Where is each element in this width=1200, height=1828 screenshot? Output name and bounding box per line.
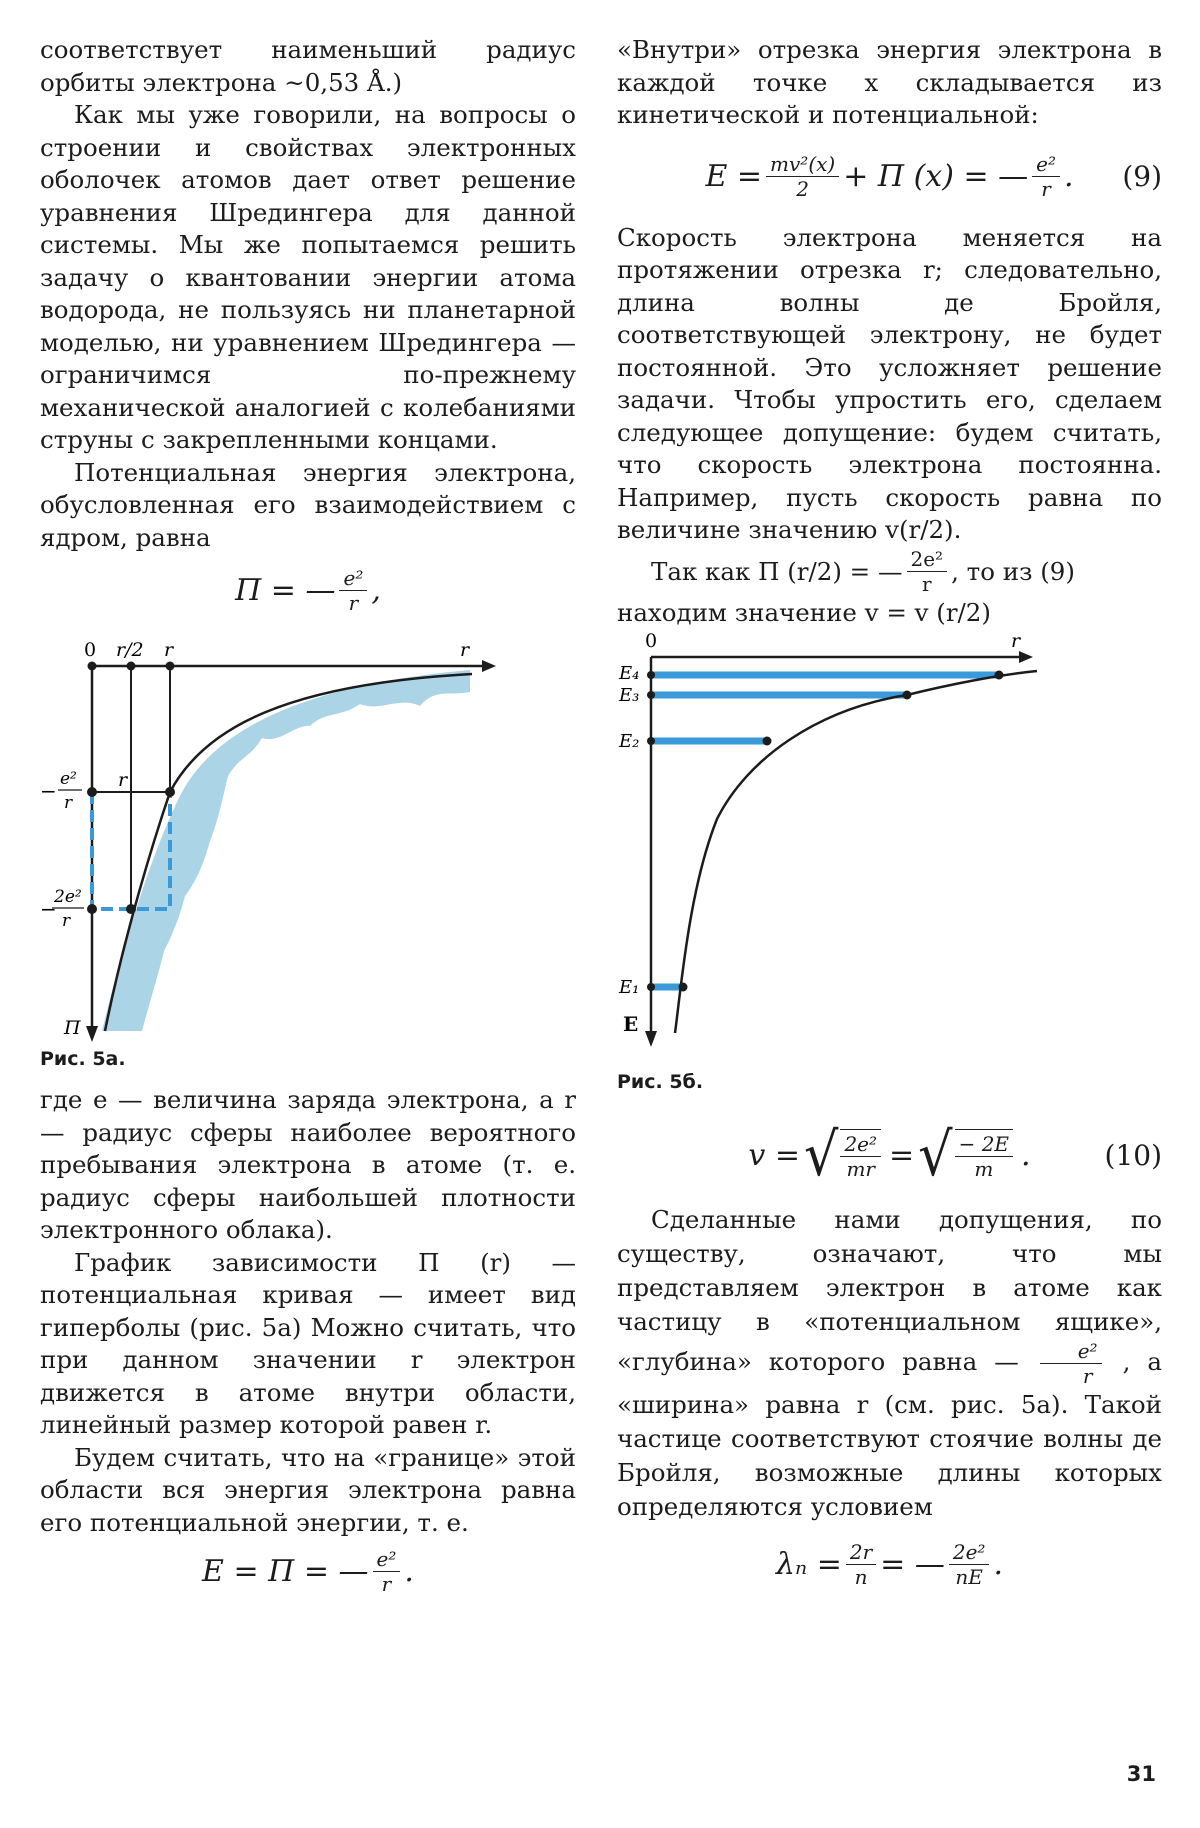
formula-middle: + П (x) = — (843, 159, 1029, 194)
dot (903, 691, 912, 700)
paragraph: График зависимости П (r) — потенциальная кривая — имеет вид гиперболы (рис. 5а) Можно считать, что при данном значении r электрон движется в атоме внутри области, линейный размер которой равен r. (40, 1247, 576, 1439)
arrow-icon (1019, 651, 1033, 663)
figure-5b (617, 629, 1162, 1069)
formula-lhs: П = — (235, 572, 336, 608)
fraction (955, 1129, 1013, 1181)
electron-cloud-region (102, 670, 470, 1031)
label-E2: E₂ (619, 731, 640, 752)
formula-inline-p3 (617, 547, 1162, 597)
arrow-icon (482, 660, 496, 672)
paragraph: соответствует наименьший радиус орбиты электрона ~0,53 Å.) (40, 35, 576, 97)
square-root (918, 1119, 1017, 1190)
paragraph: находим значение v = v (r/2) (617, 597, 991, 627)
left-column (40, 34, 576, 1603)
label-numerator: e² (60, 769, 77, 789)
paragraph: Как мы уже говорили, на вопросы о строении и свойствах электронных оболочек атомов дает ответ решение уравнения Шредингера для данной системы. Мы же попытаемся решить задачу о квантовании энергии атома водорода, не пользуясь ни планетарной моделью, ни уравнением Шредингера — ограничимся по-прежнему механической аналогией с колебаниями струны с закрепленными концами. (40, 100, 576, 454)
denominator: nE (955, 1564, 983, 1589)
numerator: e² (1040, 1339, 1102, 1364)
denominator: r (348, 590, 359, 615)
arrow-icon (645, 1031, 657, 1047)
formula-lhs: v = (748, 1137, 801, 1173)
denominator: r (1082, 1364, 1093, 1388)
formula-potential (40, 554, 576, 626)
fraction (373, 1547, 401, 1596)
dot (88, 662, 97, 671)
fraction (1040, 1339, 1102, 1388)
fraction (907, 547, 948, 596)
formula-tail: . (404, 1553, 414, 1589)
denominator: r (381, 1571, 392, 1596)
dot (647, 983, 655, 991)
label-p-axis: П (64, 1017, 81, 1039)
paragraph (617, 1203, 1162, 1524)
text-fragment: , а «ширина» равна r (см. рис. 5а). Такой частице соответствуют стоячие волны де Бройля, возможные длины которых определяются условием (617, 1347, 1162, 1521)
formula-lambda (617, 1524, 1162, 1604)
dot (87, 904, 97, 914)
numerator: mv²(x) (766, 152, 839, 177)
formula-energy (40, 1539, 576, 1603)
numerator: e² (1032, 152, 1060, 177)
dot (126, 904, 136, 914)
equals-sign: = (889, 1137, 915, 1173)
label-E1: E₁ (619, 977, 640, 998)
label-denominator: r (64, 793, 73, 813)
paragraph: где e — величина заряда электрона, а r — радиус сферы наиболее вероятного пребывания электрона в атоме (т. е. радиус сферы наибольшей плотности электронного облака). (40, 1085, 576, 1244)
fraction (846, 1540, 876, 1589)
equation-number: (9) (1122, 160, 1162, 193)
label-r-half: r/2 (116, 639, 144, 661)
denominator: n (854, 1564, 868, 1589)
numerator: e² (339, 566, 367, 591)
dot (127, 662, 136, 671)
formula-9 (617, 132, 1162, 222)
denominator: r (922, 572, 932, 596)
page-number: 31 (1126, 1762, 1156, 1786)
fraction (339, 566, 367, 615)
radical-icon: √ (918, 1119, 953, 1190)
fraction (766, 152, 839, 201)
text-fragment: , то из (9) (951, 557, 1075, 586)
paragraph: Скорость электрона меняется на протяжении отрезка r; следовательно, длина волны де Бройля, соответствующей электрону, не будет постоянной. Это усложняет решение задачи. Чтобы упростить его, сделаем следующее допущение: будем считать, что скорость электрона постоянна. Например, пусть скорость равна по величине значению v(r/2). (617, 222, 1162, 544)
fraction (949, 1540, 990, 1589)
numerator: 2r (846, 1540, 876, 1565)
equation-number: (10) (1104, 1138, 1162, 1172)
dot (647, 691, 655, 699)
label-origin: 0 (84, 639, 97, 661)
paragraph: «Внутри» отрезка энергия электрона в каждой точке x складывается из кинетической и потенциальной: (617, 35, 1162, 129)
dot (165, 787, 175, 797)
dot (647, 737, 655, 745)
label-sign: − (40, 779, 57, 803)
text-fragment: Так как П (r/2) = — (651, 557, 903, 586)
equals-sign: = — (880, 1546, 945, 1582)
label-numerator: 2e² (54, 887, 82, 907)
figure-caption: Рис. 5а. (40, 1048, 126, 1070)
formula-10 (617, 1107, 1162, 1203)
radical-icon: √ (804, 1119, 839, 1190)
formula-lhs: E = (705, 159, 763, 194)
label-E4: E₄ (619, 663, 640, 684)
formula-lhs: λₙ = (776, 1546, 842, 1582)
right-column (617, 34, 1162, 1604)
numerator: 2e² (949, 1540, 990, 1565)
label-r-axis: r (460, 639, 470, 661)
denominator: mr (846, 1157, 875, 1181)
formula-tail: . (1021, 1137, 1031, 1173)
label-r-segment: r (118, 769, 128, 791)
paragraph: Будем считать, что на «границе» этой области вся энергия электрона равна его потенциальной энергии, т. е. (40, 1442, 576, 1537)
denominator: 2 (796, 177, 809, 201)
dot (763, 737, 772, 746)
fraction (1032, 152, 1060, 201)
numerator: 2e² (840, 1132, 881, 1157)
denominator: m (974, 1157, 994, 1181)
label-e-axis: E (623, 1012, 639, 1036)
formula-tail: . (1063, 159, 1074, 194)
label-sign: − (40, 897, 57, 921)
energy-curve (675, 671, 1037, 1033)
square-root (804, 1119, 885, 1190)
arrow-icon (86, 1026, 98, 1042)
denominator: r (1041, 177, 1051, 201)
dot (995, 671, 1004, 680)
label-E3: E₃ (619, 685, 640, 706)
figure-caption: Рис. 5б. (617, 1071, 704, 1093)
label-r: r (164, 639, 174, 661)
dot (87, 787, 97, 797)
dot (647, 671, 655, 679)
formula-tail: , (371, 572, 381, 608)
formula-tail: . (993, 1546, 1003, 1582)
numerator: e² (373, 1547, 401, 1572)
formula-lhs: E = П = — (202, 1553, 369, 1589)
paragraph: Потенциальная энергия электрона, обусловленная его взаимодействием с ядром, равна (40, 457, 576, 552)
label-origin: 0 (645, 630, 658, 652)
dot (679, 983, 688, 992)
fraction (840, 1129, 881, 1181)
label-denominator: r (62, 911, 71, 931)
figure-5a (40, 626, 576, 1046)
text-fragment: Сделанные нами допущения, по существу, означают, что мы представляем электрон в атоме как частицу в «потенциальном ящике», «глубина» которого равна — (617, 1205, 1162, 1376)
numerator: − 2E (955, 1132, 1013, 1157)
label-r-axis: r (1011, 630, 1021, 652)
numerator: 2e² (907, 547, 948, 572)
dot (166, 662, 175, 671)
